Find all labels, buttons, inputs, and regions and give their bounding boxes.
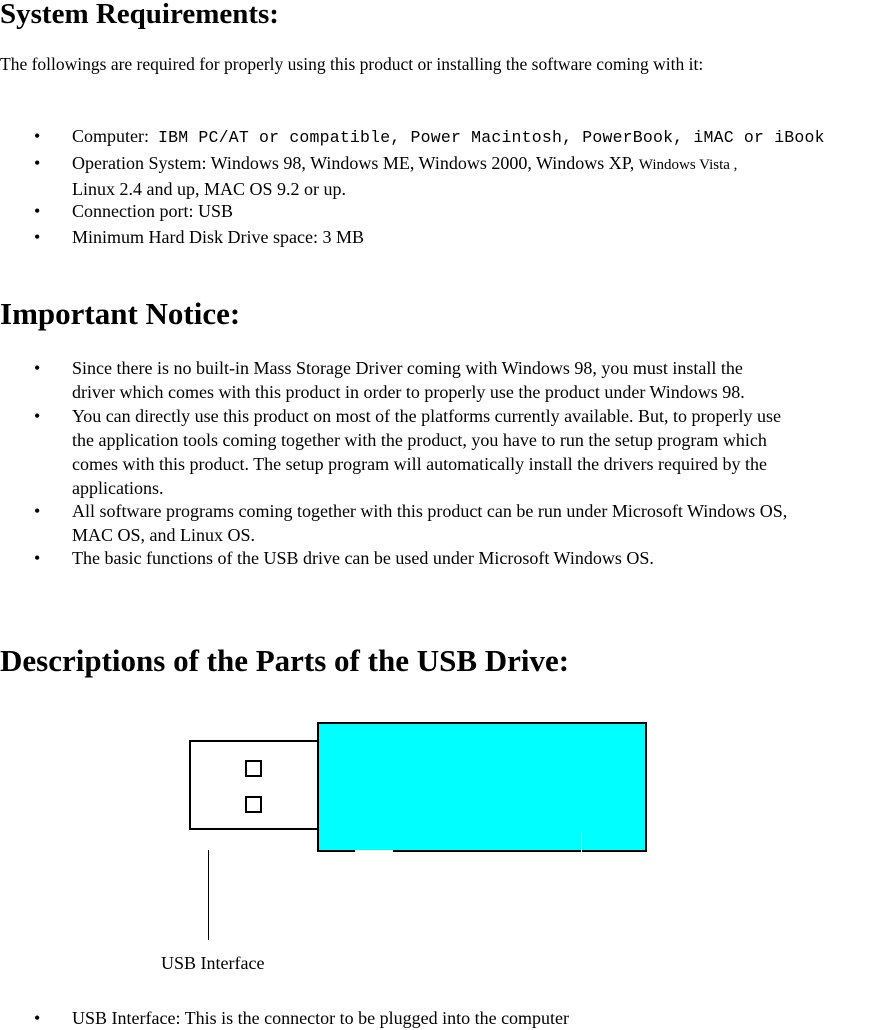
section-title-parts: Descriptions of the Parts of the USB Drive:: [0, 643, 570, 678]
bullet-icon: •: [34, 153, 41, 173]
section-title-important-notice: Important Notice:: [0, 296, 241, 331]
bullet-icon: •: [34, 358, 41, 378]
os-text-line2: Linux 2.4 and up, MAC OS 9.2 or up.: [72, 179, 346, 199]
intro-text: The followings are required for properly using this product or installing the software coming with it:: [0, 54, 704, 74]
bullet-icon: •: [34, 406, 41, 426]
bullet-icon: •: [34, 126, 41, 146]
computer-label: Computer:: [72, 126, 149, 146]
bullet-icon: •: [34, 201, 41, 221]
usb-connector-diagram: [189, 740, 319, 830]
bullet-icon: •: [34, 1008, 41, 1028]
notice-line: the application tools coming together with the product, you have to run the setup program which: [72, 430, 767, 450]
parts-item-text: USB Interface: This is the connector to be plugged into the computer: [72, 1008, 570, 1028]
notice-line: All software programs coming together with this product can be run under Microsoft Windows OS,: [72, 501, 788, 521]
usb-pin-icon: [245, 796, 262, 813]
usb-drive-body-diagram: [317, 722, 647, 852]
notice-line: The basic functions of the USB drive can be used under Microsoft Windows OS.: [72, 548, 654, 568]
notice-line: MAC OS, and Linux OS.: [72, 525, 256, 545]
body-gap: [355, 850, 393, 852]
disk-text: Minimum Hard Disk Drive space: 3 MB: [72, 227, 364, 247]
bullet-icon: •: [34, 501, 41, 521]
connection-text: Connection port: USB: [72, 201, 233, 221]
os-vista: Windows Vista ,: [638, 157, 738, 173]
callout-line: [208, 850, 209, 940]
computer-value: IBM PC/AT or compatible, Power Macintosh, PowerBook, iMAC or iBook: [158, 128, 825, 147]
notice-line: driver which comes with this product in order to properly use the product under Windows 98.: [72, 382, 745, 402]
bullet-icon: •: [34, 227, 41, 247]
section-title-system-requirements: System Requirements:: [0, 0, 279, 30]
notice-line: applications.: [72, 478, 164, 498]
notice-line: You can directly use this product on most of the platforms currently available. But, to properly use: [72, 406, 782, 426]
notice-line: comes with this product. The setup program will automatically install the drivers required by the: [72, 454, 768, 474]
usb-pin-icon: [245, 760, 262, 777]
bullet-icon: •: [34, 548, 41, 568]
os-text: Operation System: Windows 98, Windows ME, Windows 2000, Windows XP,: [72, 153, 635, 173]
notice-line: Since there is no built-in Mass Storage Driver coming with Windows 98, you must install the: [72, 358, 743, 378]
body-mark: [581, 832, 582, 852]
usb-interface-label: USB Interface: [161, 953, 265, 973]
